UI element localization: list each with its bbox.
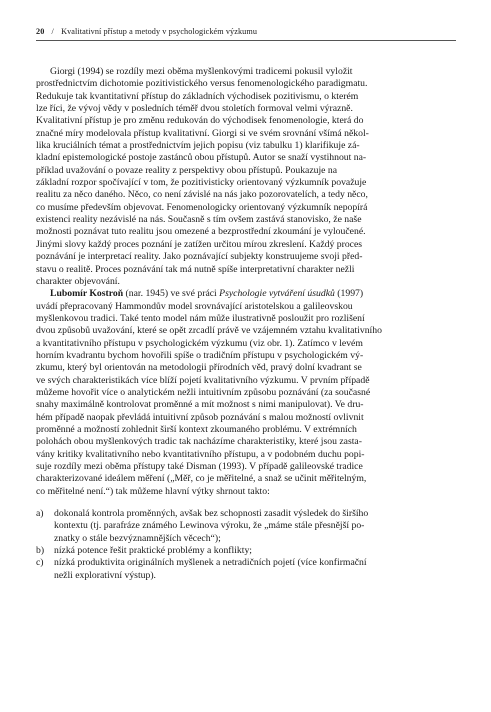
text-line: příklad uvažování o povaze reality z perspektivy obou přístupů. Poukazuje na — [36, 164, 338, 176]
spacer — [36, 498, 458, 508]
text-line: polohách obou myšlenkových tradic tak nacházíme charakteristiky, které jsou zasta- — [36, 436, 362, 448]
text-line: lika kruciálních témat a prostřednictvím jejich popisu (viz tabulku 1) klarifikuje zá- — [36, 140, 360, 152]
list-marker: a) — [36, 508, 44, 520]
inline-text: (nar. 1945) ve své práci — [123, 288, 220, 300]
text-line: nízká produktivita originálních myšlenek a netradičních pojetí (více konfirmační — [54, 557, 367, 569]
criticism-list — [36, 508, 458, 582]
text-line: charakterizované ideálem měření („Měř, co je měřitelné, a snaž se učinit měřitelným, — [36, 473, 367, 485]
text-line: dvou způsobů uvažování, které se opět zrcadlí právě ve vzájemném vztahu kvalitativního — [36, 325, 382, 337]
running-title: Kvalitativní přístup a metody v psychologickém výzkumu — [61, 27, 258, 36]
text-line: Jinými slovy každý proces poznání je zatížen určitou mírou zkreslení. Každý proces — [36, 238, 363, 250]
text-line: základní rozpor spočívající v tom, že pozitivisticky orientovaný výzkumník považuje — [36, 177, 367, 189]
paragraph-kostron — [36, 288, 458, 498]
text-line: kladní epistemologické postoje zastánců obou přístupů. Autor se snaží vystihnout na- — [36, 152, 367, 164]
running-header — [36, 27, 257, 36]
text-line: vány kritiky kvalitativního nebo kvantitativního přístupu, a v podobném duchu popi- — [36, 448, 365, 460]
text-line: myšlenkovou tradici. Také tento model nám může ilustrativně posloužit pro rozlišení — [36, 312, 365, 324]
text-line: charakter objevování. — [36, 275, 120, 287]
text-line: snahy maximálně kontrolovat proměnné a mít možnost s nimi manipulovat). Ve dru- — [36, 399, 364, 411]
text-line: nízká potence řešit praktické problémy a konflikty; — [54, 545, 252, 557]
text-line — [36, 288, 458, 300]
text-line: a kvantitativního přístupu v psychologickém výzkumu (viz obr. 1). Zatímco v levém — [36, 337, 363, 349]
text-line: poznávání je interpretací reality. Jako poznávající subjekty konstruujeme svoji před- — [36, 251, 363, 263]
text-line: kontextu (tj. parafráze známého Lewinova výroku, že „máme stále přesnější po- — [54, 520, 365, 532]
inline-text: (1997) — [334, 288, 364, 300]
list-marker: b) — [36, 545, 45, 557]
text-line: hém případě naopak převládá intuitivní způsob poznávání s malou možností ovlivnit — [36, 411, 364, 423]
text-line: stavu o realitě. Proces poznávání tak má nutně spíše interpretativní charakter nežli — [36, 263, 355, 275]
header-separator: / — [51, 27, 54, 36]
header-rule — [36, 40, 456, 41]
text-line: horním kvadrantu bychom hovořili spíše o tradičním přístupu v psychologickém vý- — [36, 349, 364, 361]
text-line: možnosti poznávat tuto realitu jsou omezené a bezprostřední zkoumání je vyloučené. — [36, 226, 366, 238]
text-line: proměnné a možností zohlednit širší kontext zkoumaného problému. V extrémních — [36, 423, 357, 435]
text-line: značné míry modelovala přístup kvalitativní. Giorgi si ve svém srovnání všímá někol- — [36, 127, 369, 139]
author-name: Lubomír Kostroň — [50, 288, 124, 300]
text-line: suje rozdíly mezi oběma přístupy také Disman (1993). V případě galileovské tradice — [36, 461, 363, 472]
text-line: co měřitelné není.“) tak můžeme hlavní výtky shrnout takto: — [36, 485, 270, 497]
text-line: Redukuje tak kvantitativní přístup do základních východisek pozitivismu, o kterém — [36, 90, 359, 102]
list-item — [36, 545, 458, 557]
text-line: co musíme především objevovat. Fenomenologicky orientovaný výzkumník nepopírá — [36, 201, 368, 213]
paragraph-giorgi — [36, 66, 458, 288]
text-line: lze říci, že vývoj vědy v posledních téměř dvou stoletích formoval velmi výrazně. — [36, 103, 353, 115]
text-line: znatky o stále bezvýznamnějších věcech“); — [54, 532, 221, 544]
text-line: uvádí přepracovaný Hammondův model srovnávající aristotelskou a galileovskou — [36, 300, 353, 312]
text-line: ve svých charakteristikách více blíží pojetí kvalitativního výzkumu. V prvním případě — [36, 374, 370, 386]
list-item — [36, 508, 458, 545]
book-title: Psychologie vytváření úsudků — [219, 288, 335, 300]
text-line: dokonalá kontrola proměnných, avšak bez schopnosti zasadit výsledek do širšího — [54, 508, 369, 520]
text-line: můžeme hovořit více o analytickém nežli intuitivním způsobu poznávání (za současné — [36, 386, 371, 398]
text-line: Kvalitativní přístup je pro změnu redukován do východisek fenomenologie, která do — [36, 115, 364, 127]
page-number: 20 — [36, 27, 45, 36]
list-marker: c) — [36, 557, 44, 569]
text-line: zkumu, který byl orientován na metodologii přírodních věd, pravý dolní kvadrant se — [36, 362, 362, 374]
text-line: Giorgi (1994) se rozdíly mezi oběma myšlenkovými tradicemi pokusil vyložit — [50, 66, 353, 77]
text-line: existenci reality nezávislé na nás. Současně s tím ovšem zastává stanovisko, že naše — [36, 214, 362, 226]
list-item — [36, 557, 458, 582]
text-line: realitu za něco daného. Něco, co není závislé na nás jako pozorovatelích, a tedy něco, — [36, 189, 368, 201]
text-line: prostřednictvím dichotomie pozitivistického versus fenomenologického paradigmatu. — [36, 78, 368, 90]
text-line: nežli explorativní výstup). — [54, 569, 156, 581]
main-text — [36, 66, 458, 582]
